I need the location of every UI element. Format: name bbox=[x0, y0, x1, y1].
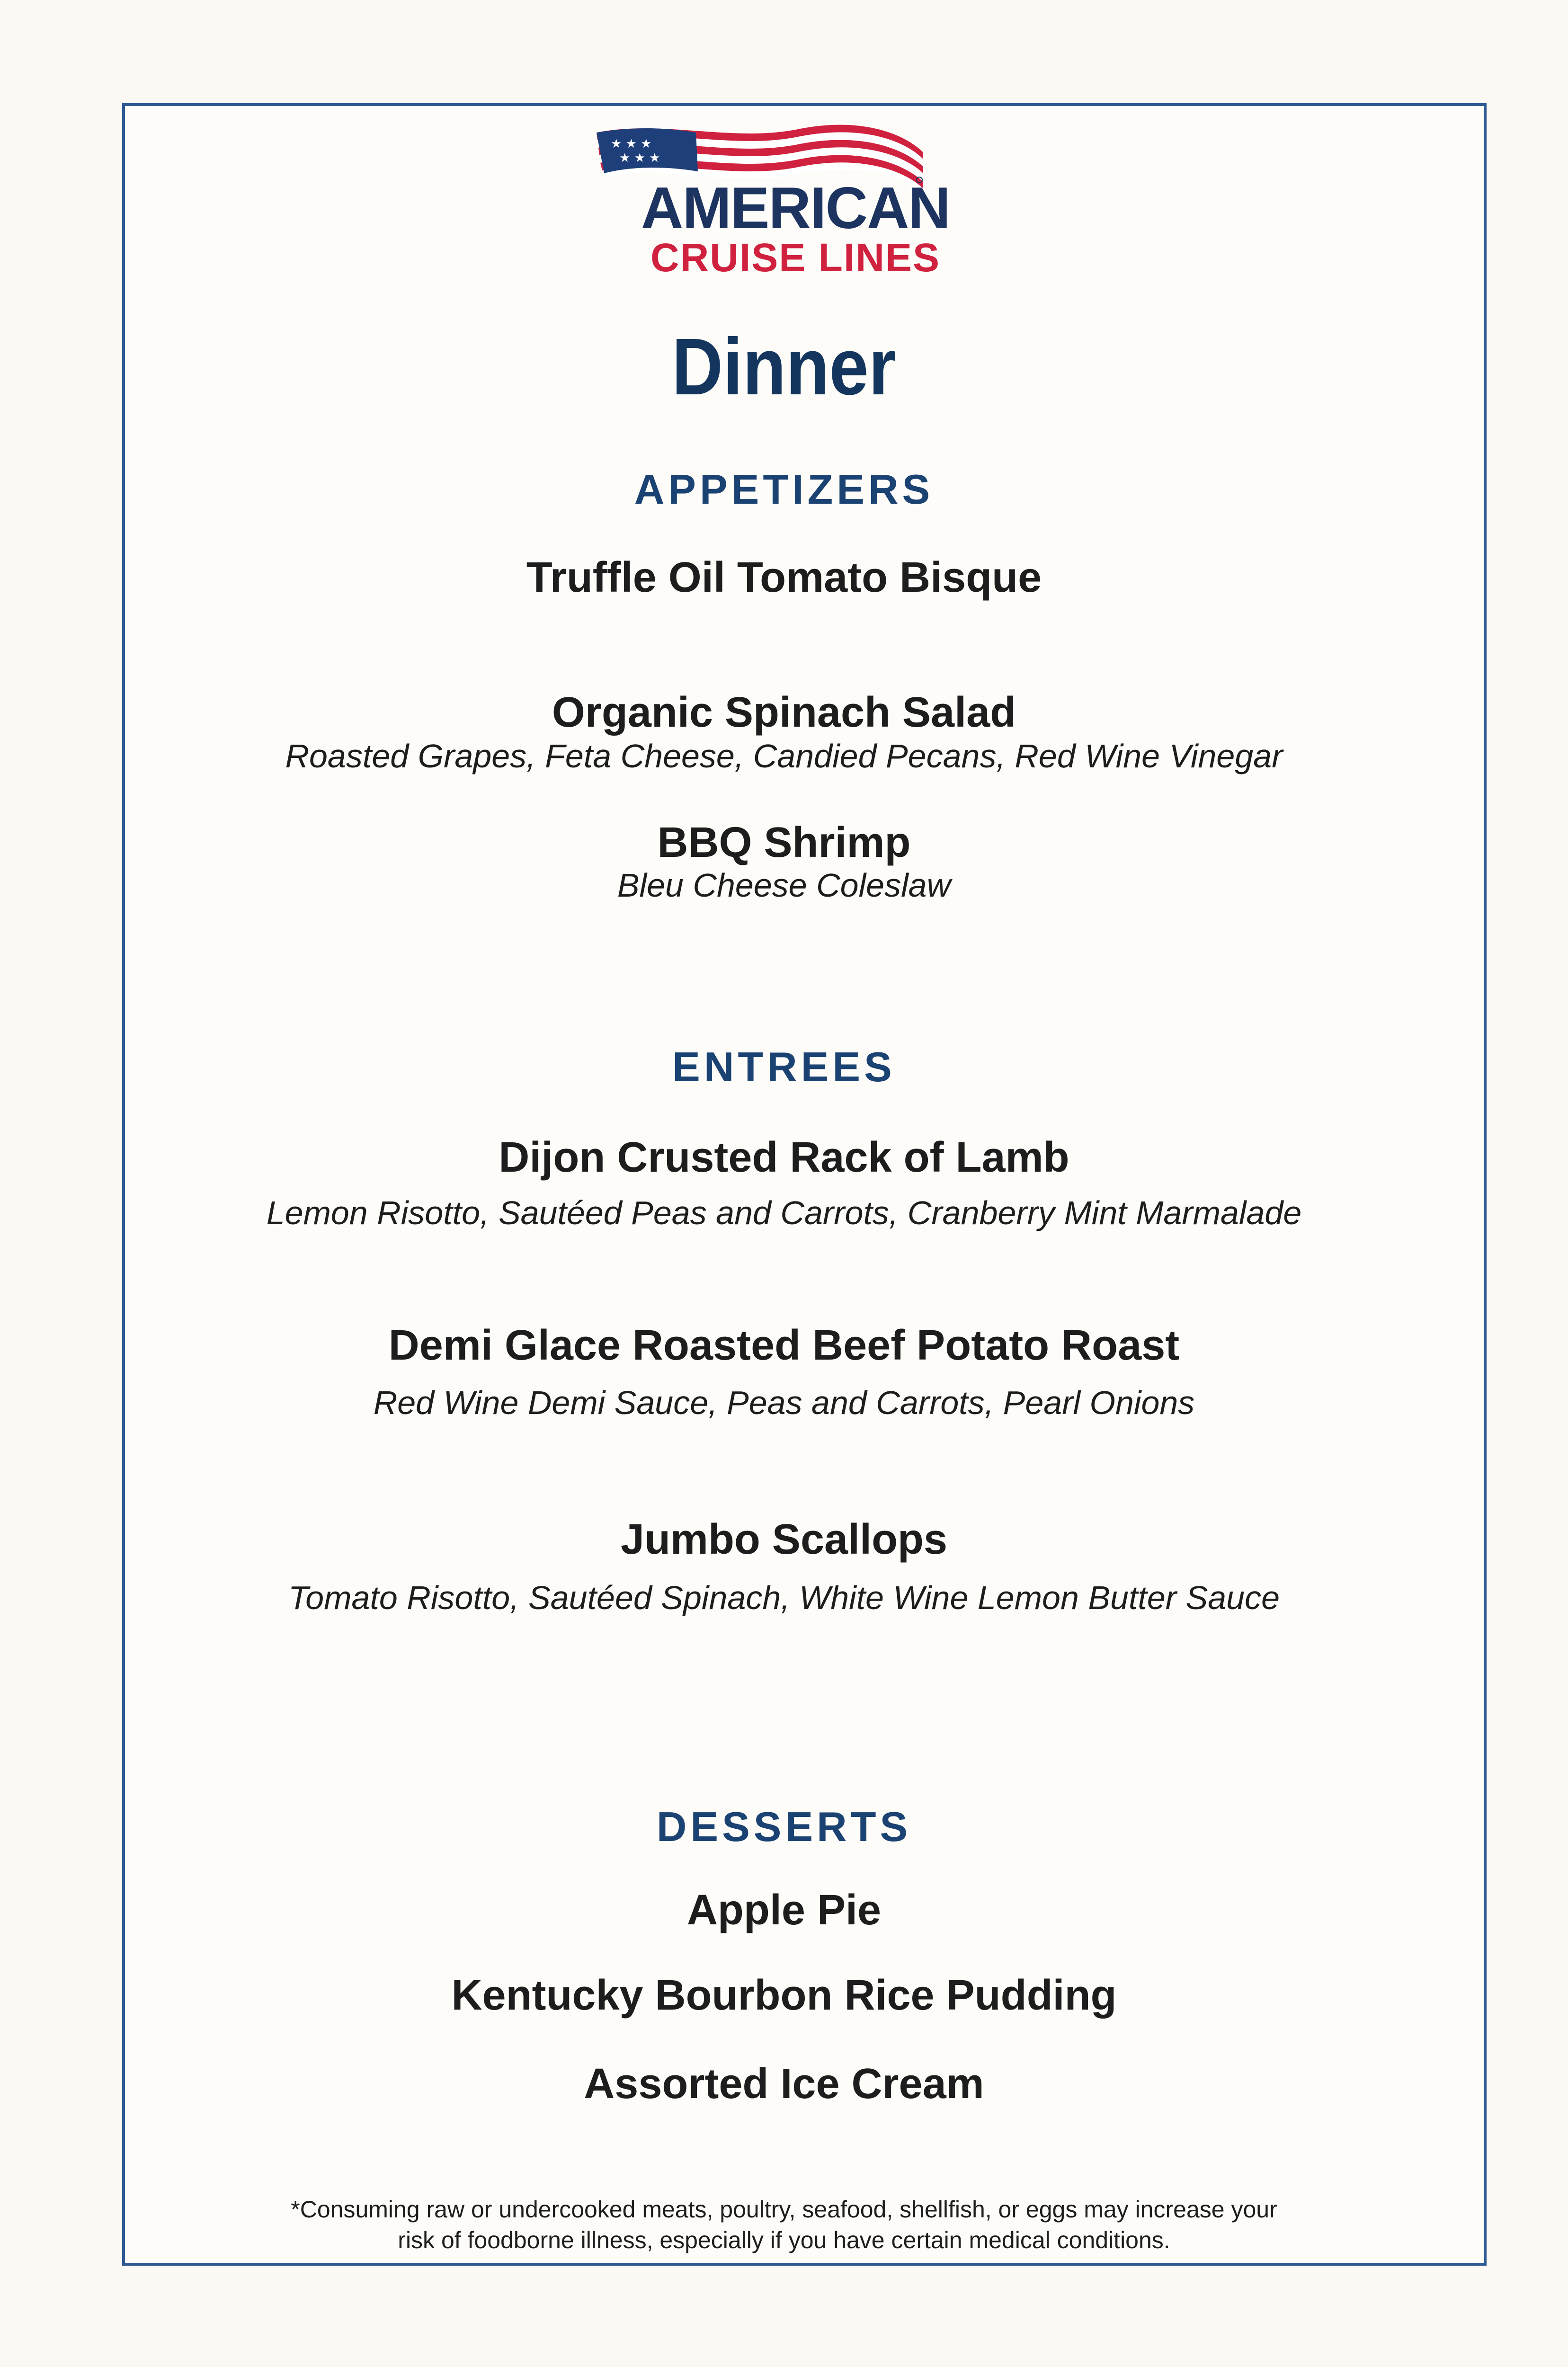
menu-item: Dijon Crusted Rack of Lamb bbox=[499, 1134, 1069, 1181]
menu-item-description: Lemon Risotto, Sautéed Peas and Carrots, Cranberry Mint Marmalade bbox=[266, 1194, 1302, 1231]
menu-item-description: Tomato Risotto, Sautéed Spinach, White Wine Lemon Butter Sauce bbox=[288, 1579, 1280, 1616]
logo-line-1: AMERICAN bbox=[641, 176, 950, 241]
menu-card bbox=[122, 103, 1487, 2266]
menu-item-description: Roasted Grapes, Feta Cheese, Candied Pecans, Red Wine Vinegar bbox=[285, 738, 1283, 774]
section-heading-desserts: DESSERTS bbox=[656, 1803, 912, 1850]
american-cruise-lines-logo bbox=[592, 124, 999, 280]
menu-item: Organic Spinach Salad bbox=[552, 689, 1016, 736]
food-safety-disclaimer: *Consuming raw or undercooked meats, poultry, seafood, shellfish, or eggs may increase your risk of foodborne illness, especially if you have certain medical conditions. bbox=[291, 2196, 1277, 2253]
menu-item-description: Red Wine Demi Sauce, Peas and Carrots, Pearl Onions bbox=[373, 1384, 1195, 1421]
menu-item: Assorted Ice Cream bbox=[584, 2060, 984, 2108]
svg-text:★ ★ ★: ★ ★ ★ bbox=[611, 137, 652, 151]
menu-item-description: Bleu Cheese Coleslaw bbox=[617, 867, 951, 904]
menu-item: Apple Pie bbox=[686, 1886, 882, 1934]
menu-title: Dinner bbox=[672, 322, 896, 412]
menu-item: Kentucky Bourbon Rice Pudding bbox=[451, 1972, 1117, 2019]
section-heading-entrees: ENTREES bbox=[672, 1043, 896, 1090]
logo-line-2: CRUISE LINES bbox=[650, 235, 941, 280]
menu-item: BBQ Shrimp bbox=[657, 819, 911, 866]
menu-item: Truffle Oil Tomato Bisque bbox=[526, 554, 1042, 601]
svg-text:★ ★ ★: ★ ★ ★ bbox=[619, 151, 660, 165]
menu-item: Demi Glace Roasted Beef Potato Roast bbox=[388, 1322, 1180, 1369]
menu-item: Jumbo Scallops bbox=[620, 1516, 948, 1563]
section-heading-appetizers: APPETIZERS bbox=[634, 466, 934, 513]
